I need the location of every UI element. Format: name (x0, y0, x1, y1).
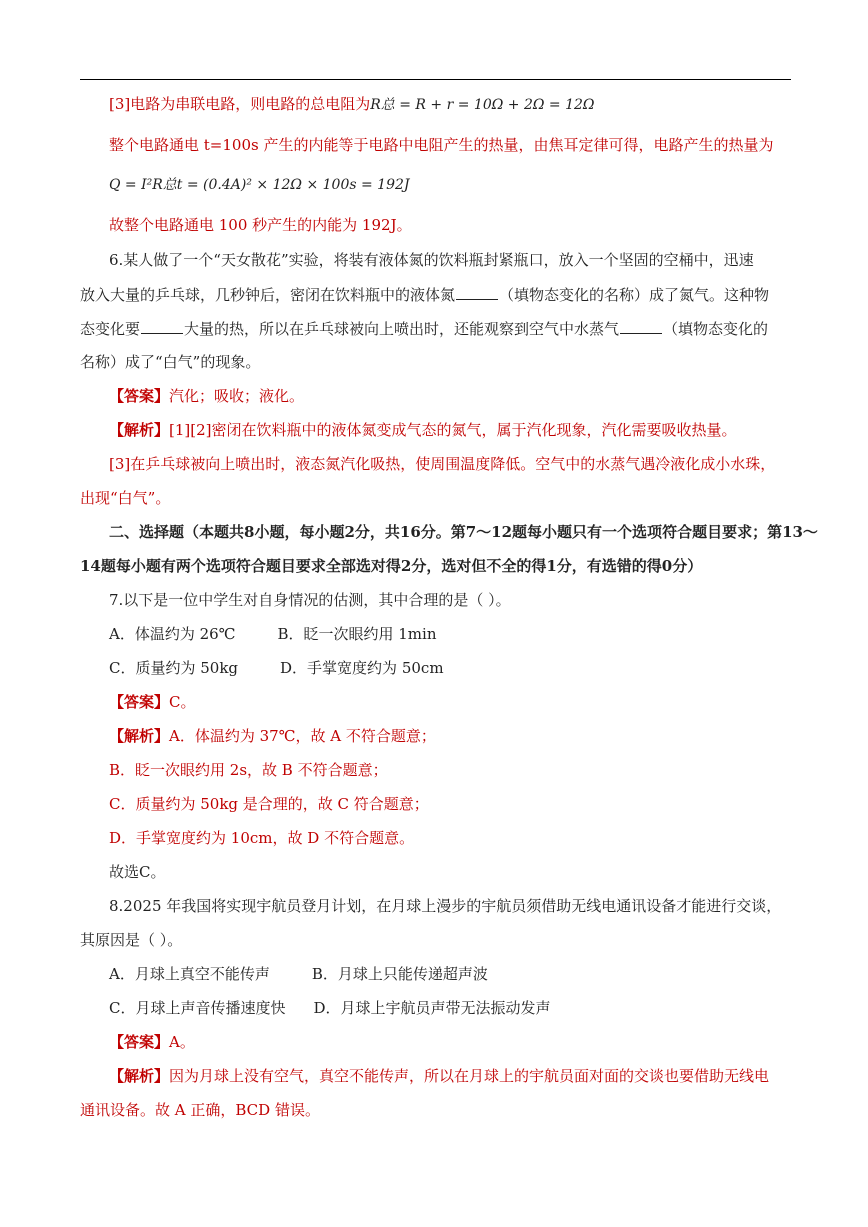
q6-analysis-line2: [3]在乒乓球被向上喷出时，液态氮汽化吸热，使周围温度降低。空气中的水蒸气遇冷液化成小水珠， (109, 455, 776, 473)
q6-analysis-line3: 出现“白气”。 (80, 489, 171, 507)
q5-heat-formula: Q = I²R总t = (0.4A)² × 12Ω × 100s = 192J (109, 177, 410, 193)
q7-analysis-d: D．手掌宽度约为 10cm，故 D 不符合题意。 (109, 829, 415, 847)
header-rule (80, 79, 791, 80)
q5-line1 (109, 96, 789, 114)
q8-analysis-1: 因为月球上没有空气，真空不能传声，所以在月球上的宇航员面对面的交谈也要借助无线电 (169, 1067, 770, 1085)
q6-stem-2a: 放入大量的乒乓球，几秒钟后，密闭在饮料瓶中的液体氮 (80, 286, 456, 304)
q6-analysis-1: [1][2]密闭在饮料瓶中的液体氮变成气态的氮气，属于汽化现象，汽化需要吸收热量。 (169, 421, 737, 439)
q8-stem-line2: 其原因是（ ）。 (80, 931, 183, 949)
q7-option-c[interactable]: C．质量约为 50kg (109, 659, 239, 677)
q8-analysis-line1 (109, 1068, 789, 1085)
q5-line2: 整个电路通电 t=100s 产生的内能等于电路中电阻产生的热量，由焦耳定律可得，电路产生的热量为 (109, 136, 774, 154)
q6-blank-3[interactable] (620, 320, 662, 334)
q6-blank-1[interactable] (456, 286, 498, 300)
q6-stem-line4: 名称）成了“白气”的现象。 (80, 353, 261, 371)
section2-heading-line2: 14题每小题有两个选项符合题目要求全部选对得2分，选对但不全的得1分，有选错的得0分） (80, 557, 703, 575)
q7-option-b[interactable]: B．眨一次眼约用 1min (277, 625, 437, 643)
q6-stem-2b: （填物态变化的名称）成了氮气。这种物 (499, 286, 770, 304)
q7-analysis-a (109, 728, 789, 745)
q7-stem: 7.以下是一位中学生对自身情况的估测，其中合理的是（ ）。 (109, 591, 511, 609)
q7-analysis-c: C．质量约为 50kg 是合理的，故 C 符合题意； (109, 795, 429, 813)
q7-option-a[interactable]: A．体温约为 26℃ (109, 625, 236, 643)
q6-stem-3c: （填物态变化的 (663, 320, 769, 338)
q8-answer-tag: 【答案】 (109, 1033, 170, 1051)
q6-stem-3b: 大量的热，所以在乒乓球被向上喷出时，还能观察到空气中水蒸气 (184, 320, 620, 338)
q5-resistance-formula: R总 = R + r = 10Ω + 2Ω = 12Ω (370, 97, 595, 113)
q6-stem-line1: 6.某人做了一个“天女散花”实验，将装有液体氮的饮料瓶封紧瓶口，放入一个坚固的空桶中，迅速 (109, 251, 754, 269)
q8-stem-line1: 8.2025 年我国将实现宇航员登月计划，在月球上漫步的宇航员须借助无线电通讯设备才能进行交谈， (109, 897, 782, 915)
q8-option-d[interactable]: D．月球上宇航员声带无法振动发声 (313, 999, 551, 1017)
q6-stem-line3 (80, 320, 769, 338)
q6-answer-tag: 【答案】 (109, 387, 170, 405)
q7-answer (109, 694, 789, 711)
q6-blank-2[interactable] (141, 320, 183, 334)
q8-option-b[interactable]: B．月球上只能传递超声波 (311, 965, 488, 983)
q8-option-c[interactable]: C．月球上声音传播速度快 (109, 999, 286, 1017)
q8-analysis-tag: 【解析】 (109, 1067, 170, 1085)
q6-stem-3a: 态变化要 (80, 320, 141, 338)
q8-answer-text: A。 (169, 1033, 195, 1051)
q7-options-row2 (109, 660, 789, 677)
q6-answer-text: 汽化；吸收；液化。 (169, 387, 305, 405)
q8-options-row2 (109, 1000, 789, 1017)
q8-option-a[interactable]: A．月球上真空不能传声 (109, 965, 270, 983)
q8-options-row1 (109, 966, 789, 983)
q6-analysis-line1 (109, 422, 789, 439)
q8-analysis-line2: 通讯设备。故 A 正确，BCD 错误。 (80, 1101, 320, 1119)
q6-answer (109, 388, 789, 405)
q7-analysis-tag: 【解析】 (109, 727, 170, 745)
q7-conclusion: 故选C。 (109, 863, 166, 881)
q6-stem-line2 (80, 286, 770, 304)
q7-analysis-a-text: A．体温约为 37℃，故 A 不符合题意； (169, 727, 436, 745)
q7-analysis-b: B．眨一次眼约用 2s，故 B 不符合题意； (109, 761, 388, 779)
q7-answer-tag: 【答案】 (109, 693, 170, 711)
q5-conclusion: 故整个电路通电 100 秒产生的内能为 192J。 (109, 216, 412, 234)
q5-line1-text: [3]电路为串联电路，则电路的总电阻为 (109, 95, 371, 113)
section2-heading-line1: 二、选择题（本题共8小题，每小题2分，共16分。第7～12题每小题只有一个选项符合题目要求；第13～ (109, 523, 818, 541)
q8-answer (109, 1034, 789, 1051)
q7-option-d[interactable]: D．手掌宽度约为 50cm (280, 659, 444, 677)
q7-options-row1 (109, 626, 789, 643)
q6-analysis-tag: 【解析】 (109, 421, 170, 439)
q7-answer-text: C。 (169, 693, 196, 711)
